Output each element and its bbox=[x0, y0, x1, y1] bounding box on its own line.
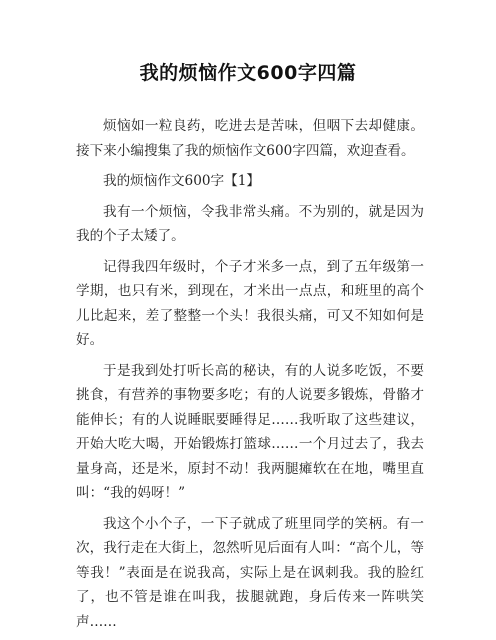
intro-paragraph: 烦恼如一粒良药，吃进去是苦味，但咽下去却健康。接下来小编搜集了我的烦恼作文600字四篇，欢迎查看。 bbox=[76, 118, 424, 159]
body-paragraph: 我有一个烦恼，令我非常头痛。不为别的，就是因为我的个子太矮了。 bbox=[76, 203, 424, 244]
document-title: 我的烦恼作文600字四篇 bbox=[139, 62, 357, 84]
body-paragraph: 于是我到处打听长高的秘诀，有的人说多吃饭，不要挑食，有营养的事物要多吃；有的人说要多锻炼，骨骼才能伸长；有的人说睡眠要睡得足……我听取了这些建议，开始大吃大喝，开始锻炼打篮球……一个月过去了，我去量身高，还是米，原封不动！我两腿瘫软在在地，嘴里直叫：“我的妈呀！” bbox=[76, 362, 424, 501]
body-paragraph: 记得我四年级时，个子才米多一点，到了五年级第一学期，也只有米，到现在，才米出一点点，和班里的高个儿比起来，差了整整一个头！我很头痛，可又不知如何是好。 bbox=[76, 258, 424, 348]
body-paragraph: 我这个小个子，一下子就成了班里同学的笑柄。有一次，我行走在大街上，忽然听见后面有人叫：“高个儿，等等我！”表面是在说我高，实际上是在讽刺我。我的脸红了，也不管是谁在叫我，拔腿就跑，身后传来一阵哄笑声…… bbox=[76, 515, 424, 630]
document-body bbox=[76, 114, 424, 640]
section-heading: 我的烦恼作文600字【1】 bbox=[103, 173, 260, 189]
